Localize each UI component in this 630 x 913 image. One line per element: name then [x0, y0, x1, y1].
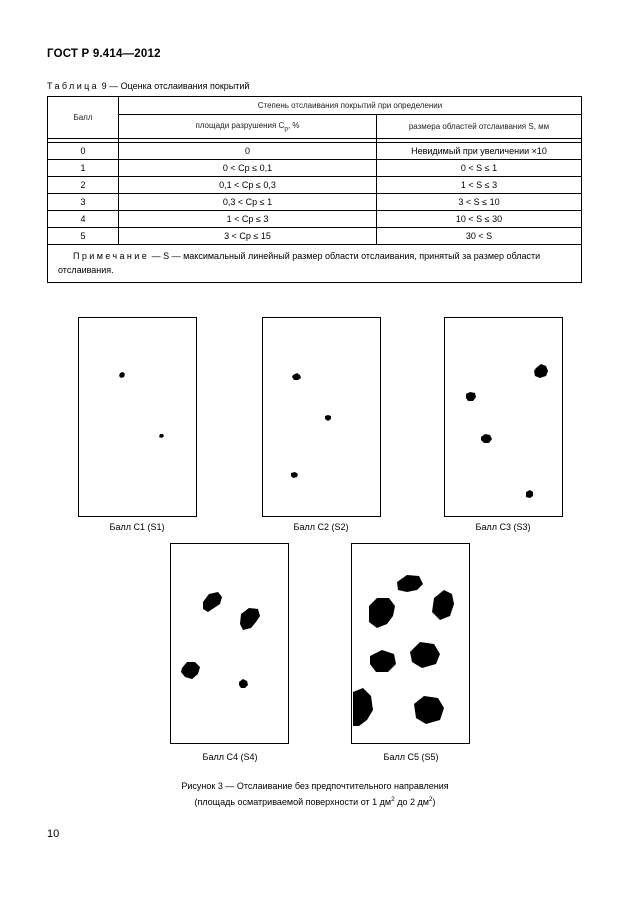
caption-close: ): [432, 797, 436, 807]
cell-size: 30 < S: [377, 228, 582, 245]
caption-area-from: (площадь осматриваемой поверхности от 1 дм: [194, 797, 392, 807]
panel-c2: [262, 317, 381, 517]
peel-spot: [119, 372, 125, 378]
peel-spot: [370, 650, 396, 672]
note-label: Примечание: [73, 251, 150, 261]
panel-c3-label: Балл С3 (S3): [475, 522, 531, 532]
peel-spot: [159, 434, 164, 438]
peel-spot: [181, 662, 200, 679]
peel-spot: [292, 373, 301, 380]
cell-area: 1 < Cp ≤ 3: [119, 211, 377, 228]
header-group: Степень отслаивания покрытий при определении: [119, 97, 582, 115]
panel-c4-spots: [171, 544, 290, 745]
panel-c1: [78, 317, 197, 517]
cell-size: 10 < S ≤ 30: [377, 211, 582, 228]
peel-spot: [203, 592, 222, 612]
table-row: [48, 228, 582, 245]
cell-size: Невидимый при увеличении ×10: [377, 143, 582, 160]
table-row: [48, 194, 582, 211]
cell-score: 1: [48, 160, 119, 177]
header-size: размера областей отслаивания S, мм: [377, 115, 582, 139]
cell-score: 4: [48, 211, 119, 228]
caption-sup-2: 2: [428, 796, 433, 803]
caption-area-to: до 2 дм: [394, 797, 429, 807]
peel-spot: [410, 642, 440, 668]
panel-c5-label: Балл С5 (S5): [383, 752, 439, 762]
peel-spot: [240, 608, 260, 630]
cell-score: 5: [48, 228, 119, 245]
panel-c4-label: Балл С4 (S4): [202, 752, 258, 762]
table-row: [48, 160, 582, 177]
peel-spot: [432, 590, 454, 620]
cell-area: 0: [119, 143, 377, 160]
table-row: [48, 177, 582, 194]
peel-spot: [534, 364, 548, 378]
figure-caption-line2: [0, 793, 630, 809]
cell-score: 0: [48, 143, 119, 160]
table-caption: [47, 81, 249, 91]
peel-spot: [239, 679, 248, 688]
header-area-unit: , %: [287, 120, 300, 130]
cell-size: 3 < S ≤ 10: [377, 194, 582, 211]
figure-caption-line1: Рисунок 3 — Отслаивание без предпочтительного направления: [181, 781, 449, 791]
peel-spot: [325, 415, 331, 421]
cell-area: 0,1 < Cp ≤ 0,3: [119, 177, 377, 194]
cell-area: 0,3 < Cp ≤ 1: [119, 194, 377, 211]
panel-c3-spots: [445, 318, 564, 518]
header-area: [119, 115, 377, 139]
cell-score: 3: [48, 194, 119, 211]
header-area-sub: p: [284, 125, 288, 133]
panel-c3: [444, 317, 563, 517]
peel-spot: [369, 598, 395, 628]
panel-c2-label: Балл С2 (S2): [293, 522, 349, 532]
panel-c1-label: Балл С1 (S1): [109, 522, 165, 532]
page-number: 10: [47, 828, 60, 840]
table-row: [48, 211, 582, 228]
panel-c2-spots: [263, 318, 382, 518]
note-text: — S — максимальный линейный размер области отслаивания, принятый за размер области отслаивания.: [58, 251, 541, 275]
peel-spot: [414, 696, 444, 724]
peel-spot: [481, 434, 492, 443]
peel-spot: [397, 575, 423, 592]
peeling-assessment-table: [47, 96, 582, 283]
header-area-text: площади разрушения C: [195, 120, 285, 130]
table-caption-text: 9 — Оценка отслаивания покрытий: [99, 81, 250, 91]
table-note: [48, 245, 582, 283]
cell-area: 0 < Cp ≤ 0,1: [119, 160, 377, 177]
peel-spot: [353, 688, 373, 726]
peel-spot: [526, 490, 533, 498]
panel-c1-spots: [79, 318, 198, 518]
figure-caption: [0, 780, 630, 809]
table-row: [48, 143, 582, 160]
cell-size: 1 < S ≤ 3: [377, 177, 582, 194]
peel-spot: [466, 392, 476, 401]
table-caption-label: Таблица: [47, 81, 100, 91]
cell-size: 0 < S ≤ 1: [377, 160, 582, 177]
header-score: Балл: [48, 97, 119, 139]
panel-c5: [351, 543, 470, 744]
caption-sup-1: 2: [391, 796, 395, 803]
cell-area: 3 < Cp ≤ 15: [119, 228, 377, 245]
panel-c4: [170, 543, 289, 744]
cell-score: 2: [48, 177, 119, 194]
panel-c5-spots: [352, 544, 471, 745]
document-header: ГОСТ Р 9.414—2012: [47, 48, 161, 60]
peel-spot: [291, 472, 298, 478]
